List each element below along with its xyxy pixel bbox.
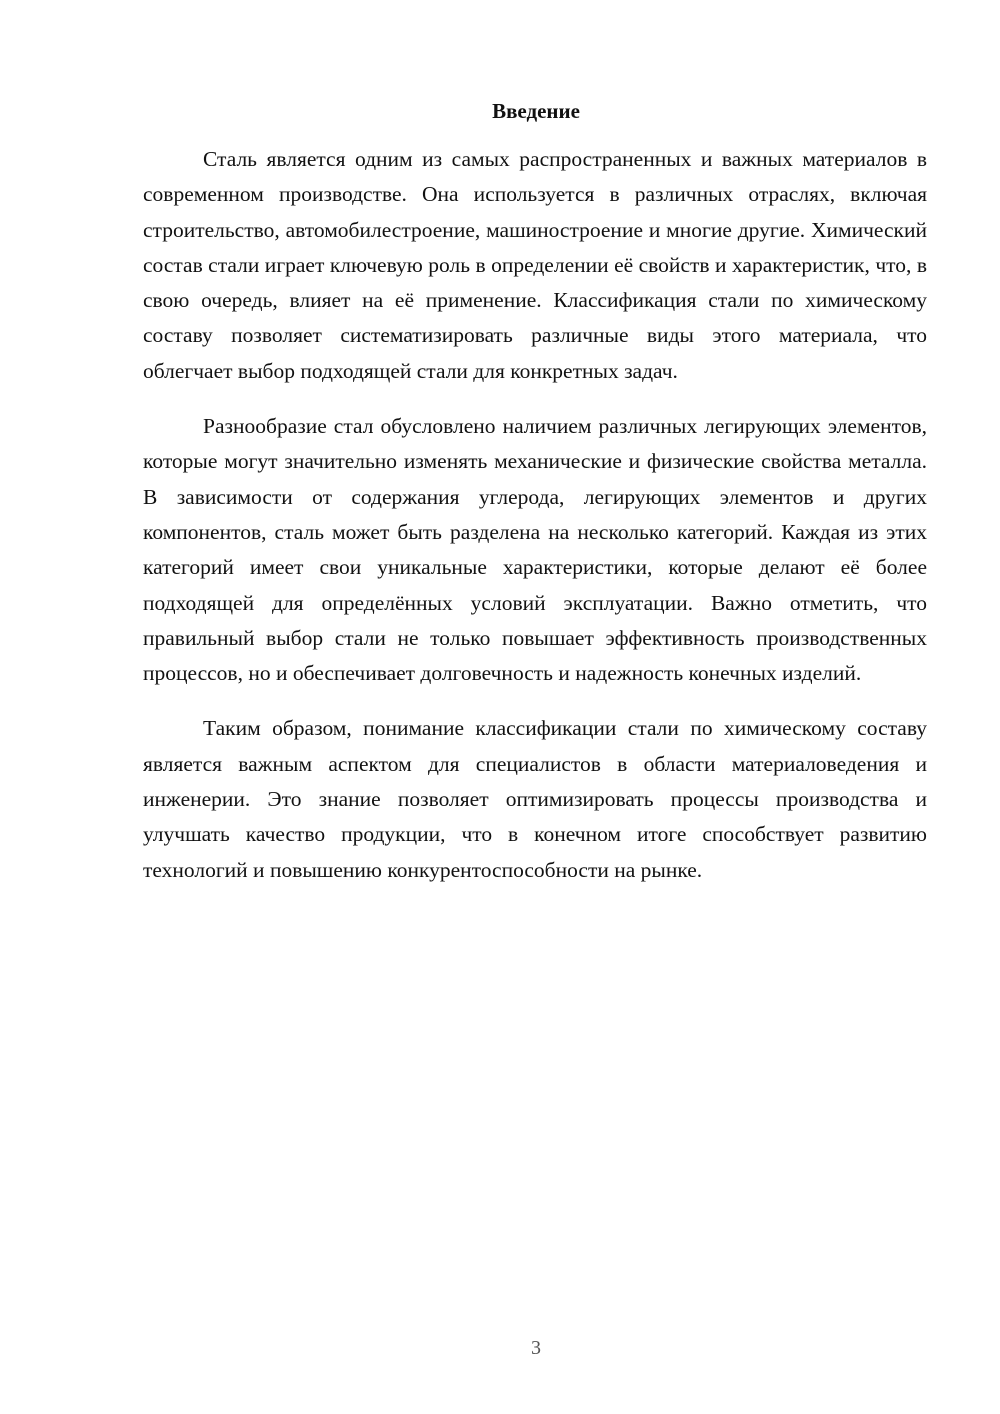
paragraph-1: Сталь является одним из самых распространенных и важных материалов в современном производстве. Она используется в различных отраслях, включая строительство, автомобилестроение, машиностроение и многие другие. Химический состав стали играет ключевую роль в определении её свойств и характеристик, что, в свою очередь, влияет на её применение. Классификация стали по химическому составу позволяет систематизировать различные виды этого материала, что облегчает выбор подходящей стали для конкретных задач. — [143, 147, 927, 383]
paragraph-3: Таким образом, понимание классификации стали по химическому составу является важным аспектом для специалистов в области материаловедения и инженерии. Это знание позволяет оптимизировать процессы производства и улучшать качество продукции, что в конечном итоге способствует развитию технологий и повышению конкурентоспособности на рынке. — [143, 716, 927, 882]
page-number: 3 — [531, 1337, 541, 1359]
body-text — [143, 142, 927, 908]
section-heading: Введение — [492, 99, 580, 123]
paragraph-2: Разнообразие стал обусловлено наличием различных легирующих элементов, которые могут значительно изменять механические и физические свойства металла. В зависимости от содержания углерода, легирующих элементов и других компонентов, сталь может быть разделена на несколько категорий. Каждая из этих категорий имеет свои уникальные характеристики, которые делают её более подходящей для определённых условий эксплуатации. Важно отметить, что правильный выбор стали не только повышает эффективность производственных процессов, но и обеспечивает долговечность и надежность конечных изделий. — [143, 414, 927, 686]
